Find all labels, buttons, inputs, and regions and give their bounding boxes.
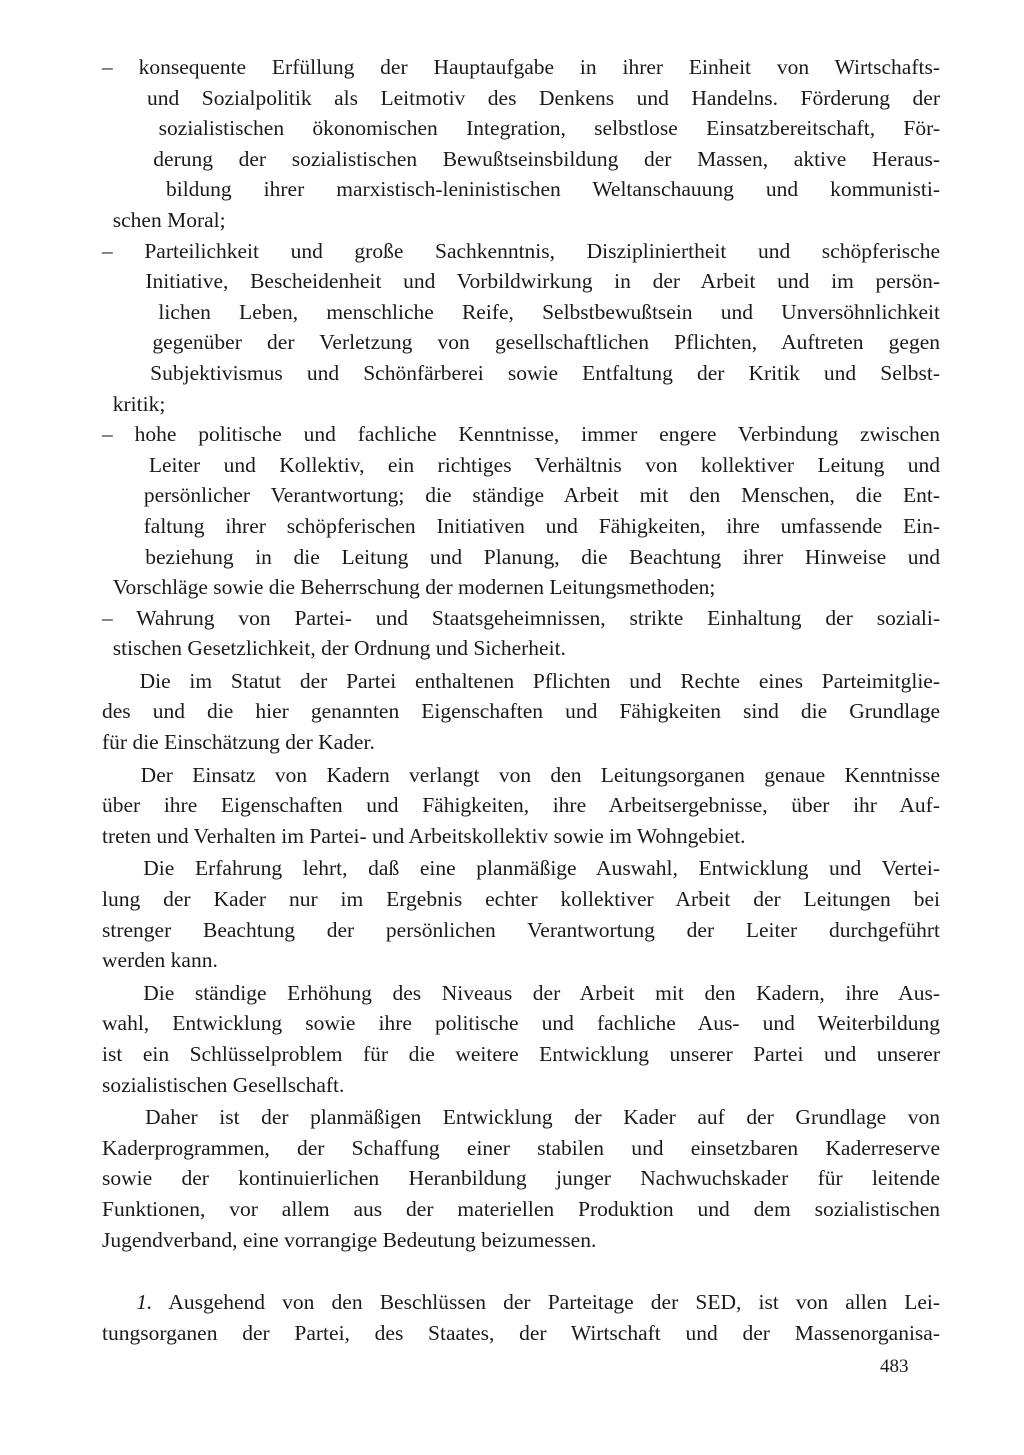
text-line: Jugendverband, eine vorrangige Bedeutung beizumessen.: [102, 1227, 597, 1252]
text-line: Daher ist der planmäßigen Entwicklung der Kader auf der Grundlage von: [102, 1105, 940, 1130]
text-line: Der Einsatz von Kadern verlangt von den Leitungsorganen genaue Kenntnisse: [102, 762, 940, 787]
section-number: 1.: [136, 1290, 153, 1315]
text-line: – Wahrung von Partei- und Staatsgeheimnissen, strikte Einhaltung der soziali-: [102, 605, 940, 630]
text-line: lung der Kader nur im Ergebnis echter kollektiver Arbeit der Leitungen bei: [102, 887, 940, 912]
text-line: Funktionen, vor allem aus der materiellen Produktion und dem sozialistischen: [102, 1196, 940, 1221]
body-text: [102, 52, 940, 1348]
text-line: – Parteilichkeit und große Sachkenntnis, Diszipliniertheit und schöpferische: [102, 238, 940, 263]
text-line: Vorschläge sowie die Beherrschung der modernen Leitungsmethoden;: [102, 575, 716, 600]
text-line: bildung ihrer marxistisch-leninistischen Weltanschauung und kommunisti-: [102, 177, 940, 202]
paragraph: [102, 853, 940, 975]
text-line: derung der sozialistischen Bewußtseinsbildung der Massen, aktive Heraus-: [102, 146, 940, 171]
text-line: ist ein Schlüsselproblem für die weitere Entwicklung unserer Partei und unserer: [102, 1042, 940, 1066]
text-line: sozialistischen ökonomischen Integration, selbstlose Einsatzbereitschaft, För-: [102, 116, 940, 141]
text-line: strenger Beachtung der persönlichen Verantwortung der Leiter durchgeführt: [102, 917, 940, 942]
text-line: lichen Leben, menschliche Reife, Selbstbewußtsein und Unversöhnlichkeit: [102, 299, 940, 324]
text-line: kritik;: [102, 391, 166, 416]
text-line: Die Erfahrung lehrt, daß eine planmäßige Auswahl, Entwicklung und Vertei-: [102, 856, 940, 881]
text-line: Subjektivismus und Schönfärberei sowie Entfaltung der Kritik und Selbst-: [102, 360, 940, 385]
indent: [102, 1290, 136, 1314]
paragraph: [102, 419, 940, 603]
numbered-section: [102, 1287, 940, 1348]
paragraph: [102, 978, 940, 1100]
text-line: Leiter und Kollektiv, ein richtiges Verhältnis von kollektiver Leitung und: [102, 452, 940, 477]
text-line: für die Einschätzung der Kader.: [102, 730, 375, 755]
text-line: wahl, Entwicklung sowie ihre politische und fachliche Aus- und Weiterbildung: [102, 1011, 940, 1036]
paragraph: [102, 52, 940, 236]
text-line: stischen Gesetzlichkeit, der Ordnung und Sicherheit.: [102, 636, 566, 661]
page-number: 483: [880, 1356, 909, 1377]
text-line: über ihre Eigenschaften und Fähigkeiten, ihre Arbeitsergebnisse, über ihr Auf-: [102, 793, 940, 818]
text-line: treten und Verhalten im Partei- und Arbeitskollektiv sowie im Wohngebiet.: [102, 823, 746, 848]
section-text: Ausgehend von den Beschlüssen der Parteitage der SED, ist von allen Lei-: [152, 1290, 940, 1315]
paragraph: [102, 603, 940, 664]
paragraph: [102, 760, 940, 852]
text-line: beziehung in die Leitung und Planung, die Beachtung ihrer Hinweise und: [102, 544, 940, 569]
text-line: faltung ihrer schöpferischen Initiativen und Fähigkeiten, ihre umfassende Ein-: [102, 513, 940, 538]
text-line: sowie der kontinuierlichen Heranbildung junger Nachwuchskader für leitende: [102, 1166, 940, 1191]
paragraph: [102, 1102, 940, 1255]
paragraph: [102, 236, 940, 420]
paragraph: [102, 666, 940, 758]
text-line: Initiative, Bescheidenheit und Vorbildwirkung in der Arbeit und im persön-: [102, 269, 940, 294]
section-line: [102, 1287, 940, 1318]
text-line: Kaderprogrammen, der Schaffung einer stabilen und einsetzbaren Kaderreserve: [102, 1135, 940, 1160]
text-line: persönlicher Verantwortung; die ständige Arbeit mit den Menschen, die Ent-: [102, 483, 940, 508]
text-line: werden kann.: [102, 948, 218, 973]
text-line: – konsequente Erfüllung der Hauptaufgabe in ihrer Einheit von Wirtschafts-: [102, 55, 940, 79]
text-line: und Sozialpolitik als Leitmotiv des Denkens und Handelns. Förderung der: [102, 85, 940, 110]
text-line: sozialistischen Gesellschaft.: [102, 1072, 345, 1097]
text-line: gegenüber der Verletzung von gesellschaftlichen Pflichten, Auftreten gegen: [102, 330, 940, 355]
text-line: schen Moral;: [102, 207, 226, 232]
text-line: des und die hier genannten Eigenschaften und Fähigkeiten sind die Grundlage: [102, 699, 940, 724]
text-line: Die ständige Erhöhung des Niveaus der Arbeit mit den Kadern, ihre Aus-: [102, 980, 940, 1005]
text-line: – hohe politische und fachliche Kenntnisse, immer engere Verbindung zwischen: [102, 422, 940, 447]
section-line: tungsorganen der Partei, des Staates, der Wirtschaft und der Massenorganisa-: [102, 1320, 940, 1345]
text-line: Die im Statut der Partei enthaltenen Pflichten und Rechte eines Parteimitglie-: [102, 668, 940, 693]
